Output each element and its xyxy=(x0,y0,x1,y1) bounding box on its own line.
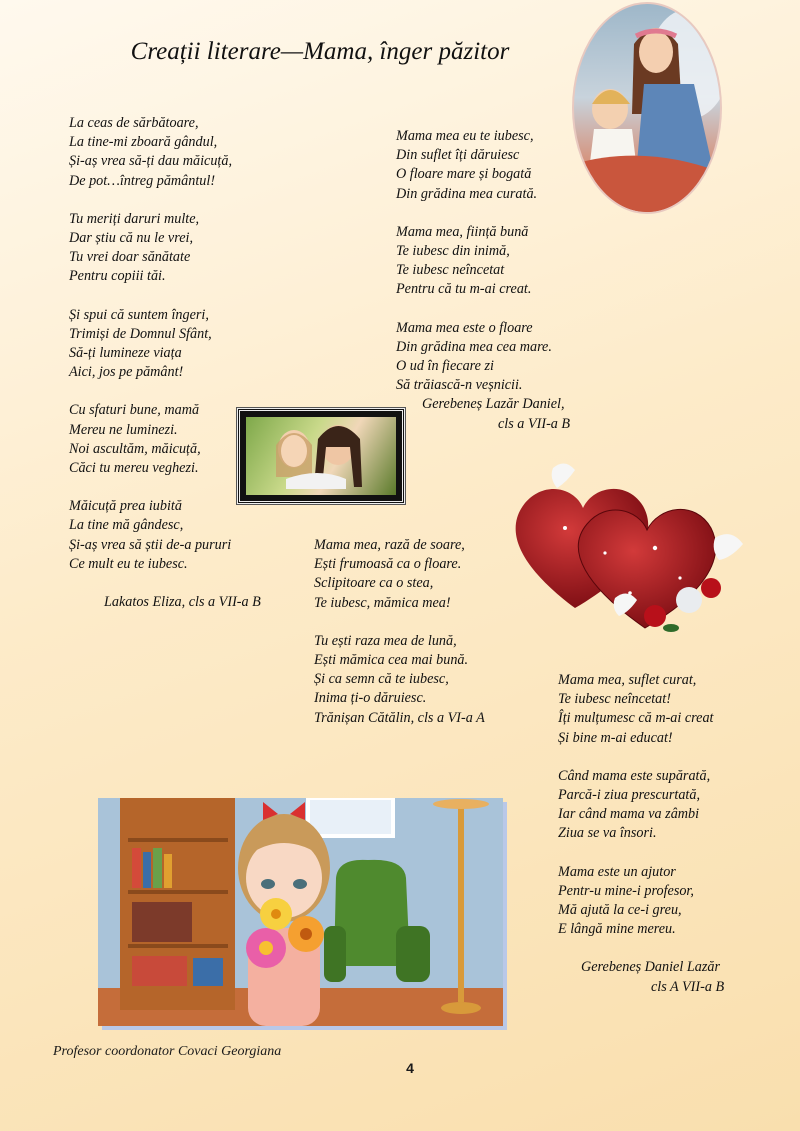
poem-right-bottom-class: cls A VII-a B xyxy=(651,978,725,995)
dove-icon xyxy=(714,534,743,560)
rose-icon xyxy=(701,578,721,598)
poem-line: Mama mea, suflet curat, xyxy=(558,672,697,688)
poem-line: Cu sfaturi bune, mamă xyxy=(69,402,200,419)
poem-line: Tu vrei doar sănătate xyxy=(69,249,191,266)
poem-line: Sclipitoare ca o stea, xyxy=(314,575,434,592)
shelf-board xyxy=(128,838,228,842)
poem-right-bottom-stanza-1 xyxy=(558,671,724,748)
book-icon xyxy=(153,848,162,888)
photo-content xyxy=(246,417,396,495)
scene-drawing xyxy=(98,798,503,1026)
poem-line: Când mama este supărată, xyxy=(558,767,711,784)
poem-line: Mama mea, rază de soare, xyxy=(314,537,465,553)
flower-center xyxy=(271,909,281,919)
sparkle-icon xyxy=(563,526,567,530)
poem-right-top-class: cls a VII-a B xyxy=(498,415,571,432)
poem-left-author: Lakatos Eliza, cls a VII-a B xyxy=(104,594,261,611)
poem-line: O floare mare și bogată xyxy=(396,166,532,183)
poem-right-bottom-author: Gerebeneș Daniel Lazăr xyxy=(581,959,720,976)
poem-line: Ziua se va însori. xyxy=(558,825,657,842)
page-title: Creații literare—Mama, înger păzitor xyxy=(130,38,510,65)
poem-right-top-author: Gerebeneș Lazăr Daniel, xyxy=(422,396,565,413)
poem-line: Pentru copiii tăi. xyxy=(69,268,166,285)
poem-right-top-stanza-3 xyxy=(396,319,570,396)
mother-daughter-photo xyxy=(237,408,405,504)
poem-line: Ești mămica cea mai bună. xyxy=(314,652,469,669)
poem-line: Mereu ne luminezi. xyxy=(69,421,178,438)
child-face-inner xyxy=(281,435,307,467)
poem-line: Măicuță prea iubită xyxy=(69,498,182,515)
girl-eye xyxy=(261,879,275,889)
window xyxy=(308,798,393,836)
book-icon xyxy=(193,958,223,986)
poem-right-bottom-stanza-2 xyxy=(558,767,724,844)
poem-line: Și-aș vrea să-ți dau măicuță, xyxy=(69,153,233,170)
flower-center xyxy=(259,941,273,955)
poem-left-stanza-5 xyxy=(69,497,261,574)
angel-drawing xyxy=(574,4,720,212)
poem-line: Iar când mama va zâmbi xyxy=(558,806,700,823)
lamp-base xyxy=(441,1002,481,1014)
girl-eye xyxy=(293,879,307,889)
book-row xyxy=(132,902,192,942)
angel-face-inner xyxy=(639,31,673,73)
poem-line: De pot…întreg pământul! xyxy=(69,172,216,189)
poem-line: Te iubesc neîncetat! xyxy=(558,691,671,708)
poem-line: La tine-mi zboară gândul, xyxy=(69,134,218,151)
hearts-illustration xyxy=(505,458,760,643)
poem-line: Mama mea eu te iubesc, xyxy=(396,128,534,144)
poem-right-bottom xyxy=(558,671,724,997)
poem-line: La tine mă gândesc, xyxy=(69,517,184,534)
poem-line: Și bine m-ai educat! xyxy=(558,729,673,746)
poem-line: E lângă mine mereu. xyxy=(558,921,676,938)
poem-line: Mama este un ajutor xyxy=(558,863,676,880)
lamp-shade xyxy=(433,799,489,809)
sparkle-icon xyxy=(653,546,657,550)
book-icon xyxy=(164,854,172,888)
sparkle-icon xyxy=(678,576,681,579)
poem-left-stanza-3 xyxy=(69,306,261,383)
armchair-arm xyxy=(324,926,346,982)
poem-line: Trimiși de Domnul Sfânt, xyxy=(69,325,212,342)
poem-line: Ce mult eu te iubesc. xyxy=(69,555,188,572)
poem-line: Și spui că suntem îngeri, xyxy=(69,306,209,323)
poem-line: Parcă-i ziua prescurtată, xyxy=(558,787,700,804)
poem-line: Te iubesc neîncetat xyxy=(396,262,505,279)
poem-line: Să trăiască-n veșnicii. xyxy=(396,377,523,394)
poem-middle-stanza-2 xyxy=(314,632,485,709)
poem-line: Din suflet îți dăruiesc xyxy=(396,147,520,164)
angel-illustration xyxy=(572,2,722,214)
sparkle-icon xyxy=(603,551,606,554)
poem-line: Mă ajută la ce-i greu, xyxy=(558,902,682,919)
armchair-arm xyxy=(396,926,430,982)
poem-right-top xyxy=(396,127,570,434)
dove-icon xyxy=(552,463,575,488)
page-number: 4 xyxy=(406,1060,414,1076)
white-rose-icon xyxy=(676,587,702,613)
poem-line: Aici, jos pe pământ! xyxy=(69,364,184,381)
poem-left xyxy=(69,114,261,612)
shelf-board xyxy=(128,944,228,948)
poem-right-top-stanza-2 xyxy=(396,223,570,300)
poem-right-bottom-stanza-3 xyxy=(558,863,724,940)
poem-line: Dar știu că nu le vrei, xyxy=(69,230,193,247)
book-icon xyxy=(132,848,141,888)
poem-line: Mama mea, ființă bună xyxy=(396,223,529,240)
poem-line: Noi ascultăm, măicuță, xyxy=(69,440,201,457)
poem-line: Te iubesc din inimă, xyxy=(396,243,510,260)
poem-middle-author: Trănișan Cătălin, cls a VI-a A xyxy=(314,709,485,726)
shelf-board xyxy=(128,890,228,894)
poem-middle-stanza-1 xyxy=(314,536,485,613)
book-icon xyxy=(143,852,151,888)
poem-left-stanza-2 xyxy=(69,210,261,287)
poem-line: Din grădina mea curată. xyxy=(396,185,538,202)
poem-line: Te iubesc, mămica mea! xyxy=(314,594,451,611)
poem-line: La ceas de sărbătoare, xyxy=(69,115,199,131)
poem-line: Ești frumoasă ca o floare. xyxy=(314,556,462,573)
poem-line: Din grădina mea cea mare. xyxy=(396,338,552,355)
floor-lamp xyxy=(458,802,464,1002)
poem-line: O ud în fiecare zi xyxy=(396,358,494,375)
poem-line: Căci tu mereu veghezi. xyxy=(69,460,199,477)
poem-right-top-stanza-1 xyxy=(396,127,570,204)
girl-with-flowers-illustration xyxy=(98,798,503,1026)
poem-line: Îți mulțumesc că m-ai creat xyxy=(558,710,714,727)
poem-line: Și ca semn că te iubesc, xyxy=(314,671,449,688)
poem-left-stanza-1 xyxy=(69,114,261,191)
poem-line: Inima ți-o dăruiesc. xyxy=(314,690,427,707)
poem-line: Să-ți lumineze viața xyxy=(69,345,182,362)
poem-line: Mama mea este o floare xyxy=(396,319,533,336)
leaf-icon xyxy=(663,624,679,632)
poem-line: Pentr-u mine-i profesor, xyxy=(558,882,694,899)
poem-line: Tu meriți daruri multe, xyxy=(69,210,200,227)
book-stack xyxy=(132,956,187,986)
flower-center xyxy=(300,928,312,940)
poem-line: Pentru că tu m-ai creat. xyxy=(396,281,532,298)
poem-line: Și-aș vrea să știi de-a pururi xyxy=(69,536,232,553)
rose-icon xyxy=(644,605,666,627)
coordinator-footer: Profesor coordonator Covaci Georgiana xyxy=(53,1044,282,1059)
photo-drawing xyxy=(246,417,390,489)
poem-left-stanza-4 xyxy=(69,401,261,478)
poem-middle xyxy=(314,536,485,728)
poem-line: Tu ești raza mea de lună, xyxy=(314,632,457,649)
